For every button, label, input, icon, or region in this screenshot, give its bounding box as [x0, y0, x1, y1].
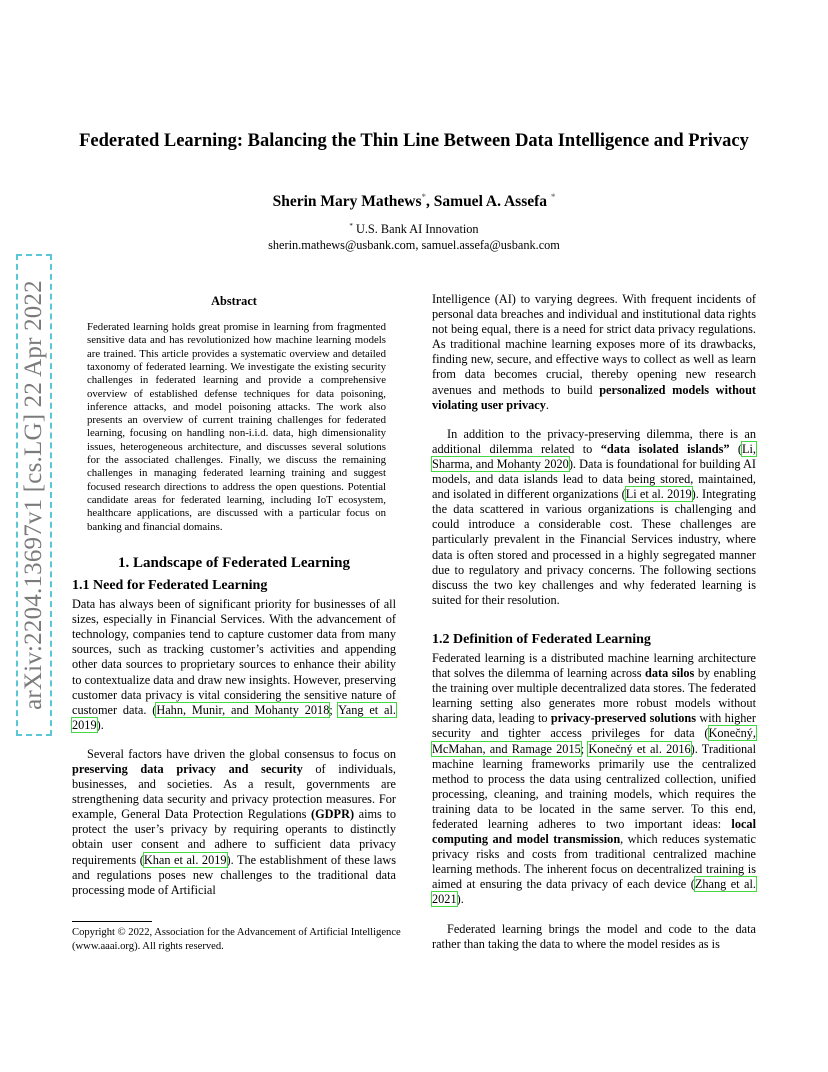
citation-link[interactable]: Zhang et al. 2021 — [432, 877, 757, 907]
footnote-divider — [72, 921, 152, 922]
citation-link[interactable]: Li, Sharma, and Mohanty 2020 — [432, 441, 756, 471]
affiliation-block — [70, 218, 758, 253]
author-1: Sherin Mary Mathews — [272, 193, 422, 211]
paragraph-ai-regulations: Intelligence (AI) to varying degrees. With frequent incidents of personal data breaches and individual and institutional data rights not being equal, there is a need for strict data privacy regulations. As traditional machine learning exposes more of its drawbacks, finding new, secure, and effective ways to collect as well as learn from data becomes crucial, thereby opening new research avenues and methods to build personalized models without violating user privacy. — [432, 292, 756, 412]
arxiv-id-text: arXiv:2204.13697v1 [cs.LG] 22 Apr 2022 — [20, 280, 47, 710]
paragraph-model-to-data: Federated learning brings the model and code to the data rather than taking the data to where the model resides as is — [432, 921, 756, 951]
citation-link[interactable]: Hahn, Munir, and Mohanty 2018 — [156, 702, 330, 717]
paragraph-privacy-consensus: Several factors have driven the global consensus to focus on preserving data privacy and security of individuals, businesses, and societies. As a result, governments are strengthening data security and privacy protection measures. For example, General Data Protection Regulations (GDPR) aims to protect the user’s privacy by requiring operants to distinctly obtain user consent and adhere to sufficient data privacy requirements (Khan et al. 2019). The establishment of these laws and regulations poses new challenges to the traditional data processing mode of Artificial — [72, 746, 396, 897]
paragraph-need-federated-learning: Data has always been of significant priority for businesses of all sizes, especially in Financial Services. With the advancement of technology, companies tend to capture customer data from many sources, such as tracking customer’s activities and appending other data sources to proprietary sources to enhance their ability to contextualize data and draw new insights. However, preserving customer data privacy is vital considering the sensitive nature of customer data. (Hahn, Munir, and Mohanty 2018; Yang et al. 2019). — [72, 597, 396, 732]
affiliation-org: U.S. Bank AI Innovation — [352, 222, 479, 237]
citation-link[interactable]: Khan et al. 2019 — [143, 852, 227, 867]
copyright-footnote: Copyright © 2022, Association for the Advancement of Artificial Intelligence (www.aaai.org). All rights reserved. — [72, 927, 401, 952]
abstract-text: Federated learning holds great promise in learning from fragmented sensitive data and has revolutionized how machine learning models are trained. This article provides a systematic overview and detailed taxonomy of federated learning. We investigate the existing security challenges in federated learning and provide a comprehensive overview of established defense techniques for data poisoning, inference attacks, and model poisoning attacks. The work also presents an overview of current training challenges for federated learning, focusing on handling non-i.i.d. data, high dimensionality issues, heterogeneous architecture, and discusses several solutions for the associated challenges. Finally, we discuss the remaining challenges in managing federated learning training and suggest focused research directions to address the open questions. Potential candidate areas for federated learning, including IoT ecosystem, healthcare applications, are discussed with a particular focus on banking and financial domains. — [87, 321, 386, 533]
citation-link[interactable]: Konečný et al. 2016 — [588, 741, 691, 756]
subsection-1-2-heading: 1.2 Definition of Federated Learning — [432, 631, 651, 647]
author-1-mark: * — [421, 192, 427, 202]
section-1-heading: 1. Landscape of Federated Learning — [117, 554, 351, 571]
left-column — [72, 294, 396, 898]
paragraph-definition-federated-learning: Federated learning is a distributed machine learning architecture that solves the dilemma of learning across data silos by enabling the training over multiple decentralized data stores. The federated learning setting also generates more robust models without sharing data, leading to privacy-preserved solutions with higher security and tighter access privileges for data (Konečný, McMahan, and Ramage 2015; Konečný et al. 2016). Traditional machine learning frameworks primarily use the centralized method to process the data using centralized collection, unified processing, cleaning, and training models, which requires the training data to be located in the same server. To this end, federated learning adheres to two important ideas: local computing and model transmission, which reduces systematic privacy risks and costs from traditional centralized machine learning methods. The inherent focus on decentralized training is aimed at ensuring the data privacy of each device (Zhang et al. 2021). — [432, 650, 757, 907]
right-column — [432, 292, 756, 952]
arxiv-identifier-stamp — [16, 254, 52, 736]
author-list — [70, 192, 758, 211]
paragraph-data-islands: In addition to the privacy-preserving dilemma, there is an additional dilemma related to “data isolated islands” (Li, Sharma, and Mohanty 2020). Data is foundational for building AI models, and data islands lead to data being stored, maintained, and isolated in different organizations (Li et al. 2019). Integrating the data scattered in various organizations is challenging and could introduce a considerable cost. These challenges are particularly prevalent in the Financial Services industry, where data is often stored and processed in a highly segregated manner due to regulatory and privacy concerns. The following sections discuss the two key challenges and why federated learning is suited for their resolution. — [432, 426, 756, 607]
author-separator: , — [426, 193, 434, 211]
author-emails: sherin.mathews@usbank.com, samuel.assefa@usbank.com — [268, 238, 560, 253]
author-2-mark: * — [550, 192, 556, 202]
author-2: Samuel A. Assefa — [433, 193, 548, 211]
affiliation-mark: * — [349, 222, 353, 230]
abstract-heading: Abstract — [211, 294, 257, 308]
citation-link[interactable]: Li et al. 2019 — [625, 487, 692, 502]
citation-link[interactable]: Yang et al. 2019 — [72, 702, 396, 732]
paper-title: Federated Learning: Balancing the Thin Line Between Data Intelligence and Privacy — [79, 131, 749, 151]
subsection-1-1-heading: 1.1 Need for Federated Learning — [72, 577, 268, 593]
citation-link[interactable]: Konečný, McMahan, and Ramage 2015 — [432, 726, 756, 756]
